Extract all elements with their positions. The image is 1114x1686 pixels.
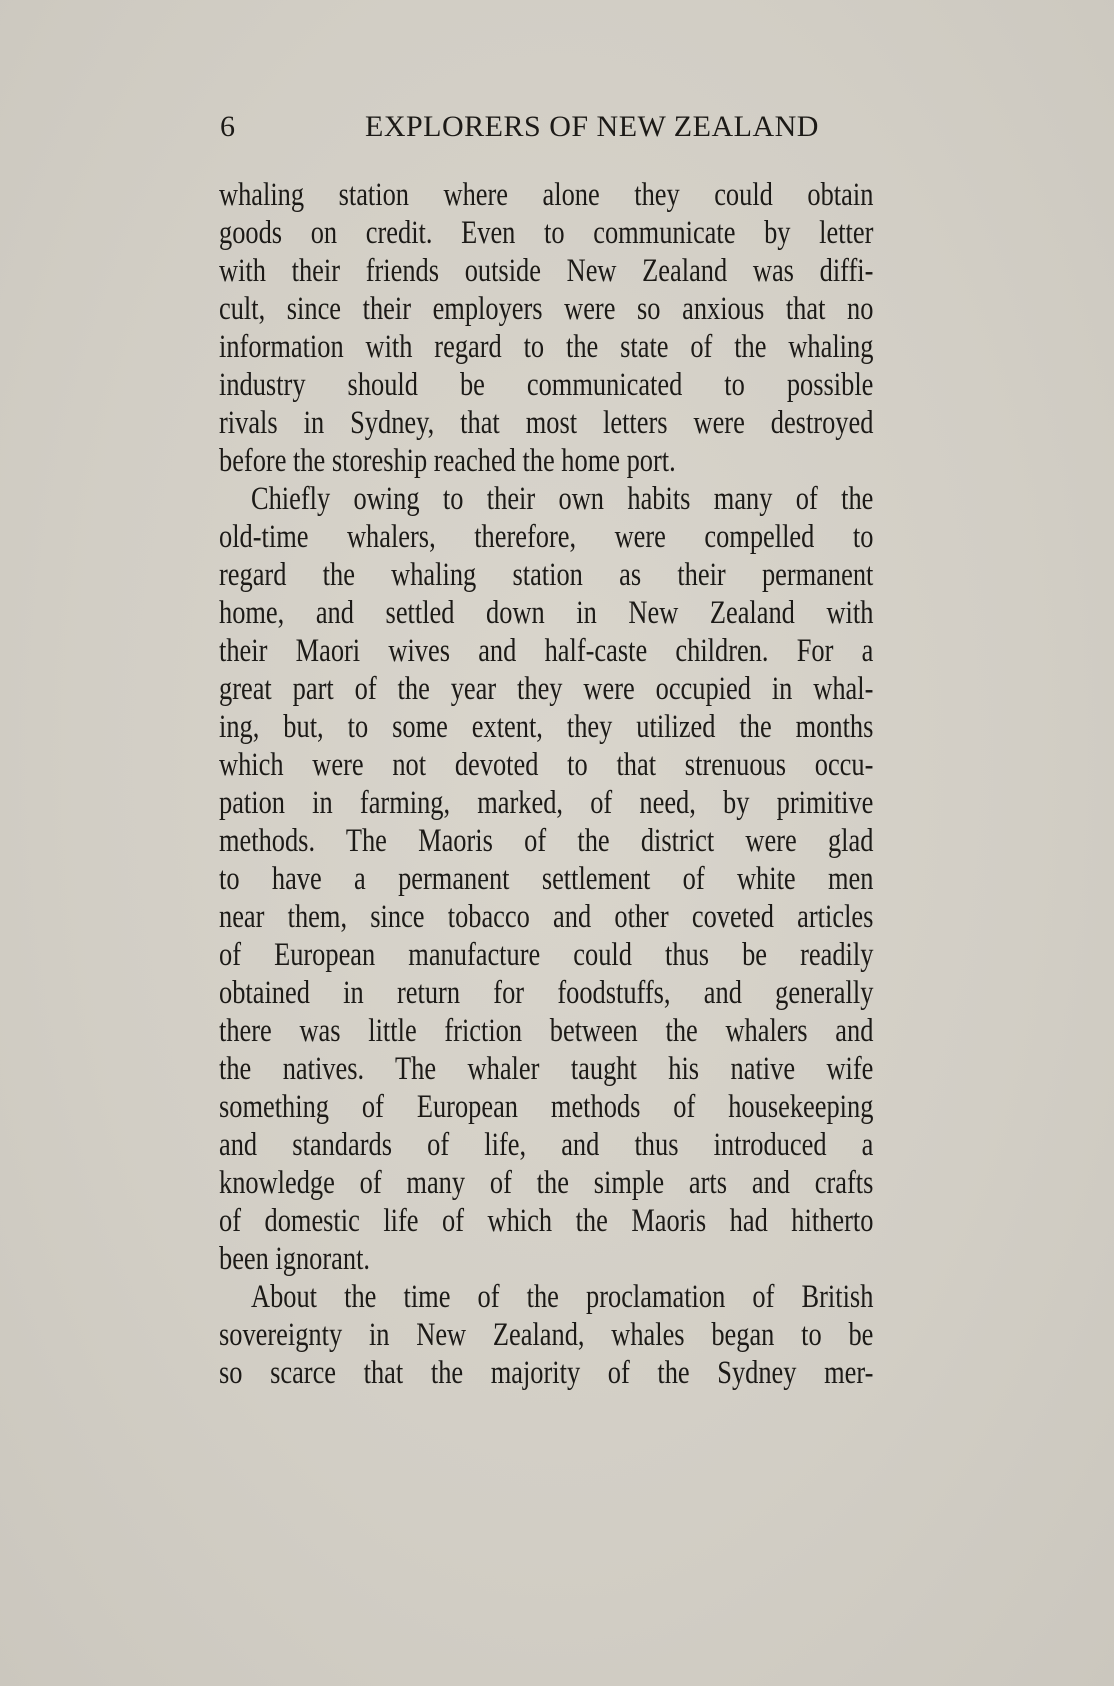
text-line: of domestic life of which the Maoris had hitherto: [219, 1203, 874, 1239]
text-line: so scarce that the majority of the Sydney mer-: [219, 1355, 874, 1391]
body-text: [219, 176, 873, 1392]
text-line: knowledge of many of the simple arts and crafts: [219, 1165, 874, 1201]
text-line: methods. The Maoris of the district were glad: [219, 823, 874, 859]
text-line: been ignorant.: [219, 1241, 371, 1277]
text-line: before the storeship reached the home port.: [219, 443, 676, 479]
text-line: obtained in return for foodstuffs, and generally: [219, 975, 874, 1011]
text-line: there was little friction between the whalers and: [219, 1013, 874, 1049]
text-line: and standards of life, and thus introduced a: [219, 1127, 874, 1163]
text-line: information with regard to the state of the whaling: [219, 329, 874, 365]
running-title: EXPLORERS OF NEW ZEALAND: [365, 110, 819, 143]
text-line: ing, but, to some extent, they utilized the months: [219, 709, 874, 745]
text-line: something of European methods of housekeeping: [219, 1089, 874, 1125]
text-line: regard the whaling station as their permanent: [219, 557, 874, 593]
text-line: the natives. The whaler taught his native wife: [219, 1051, 874, 1087]
text-line: sovereignty in New Zealand, whales began to be: [219, 1317, 874, 1353]
running-head: [220, 110, 892, 150]
page-number: 6: [220, 110, 236, 143]
text-line: great part of the year they were occupied in whal-: [219, 671, 874, 707]
text-line: of European manufacture could thus be readily: [219, 937, 874, 973]
text-line: rivals in Sydney, that most letters were destroyed: [219, 405, 874, 441]
text-line: their Maori wives and half-caste children. For a: [219, 633, 874, 669]
text-line: which were not devoted to that strenuous occu-: [219, 747, 874, 783]
text-line: About the time of the proclamation of British: [251, 1279, 874, 1315]
text-line: whaling station where alone they could obtain: [219, 177, 874, 213]
text-line: cult, since their employers were so anxious that no: [219, 291, 874, 327]
text-line: Chiefly owing to their own habits many of the: [251, 481, 874, 517]
text-line: old-time whalers, therefore, were compelled to: [219, 519, 874, 555]
text-line: goods on credit. Even to communicate by letter: [219, 215, 874, 251]
text-line: home, and settled down in New Zealand with: [219, 595, 874, 631]
text-line: to have a permanent settlement of white men: [219, 861, 874, 897]
text-line: with their friends outside New Zealand was diffi-: [219, 253, 874, 289]
text-line: industry should be communicated to possible: [219, 367, 874, 403]
text-line: pation in farming, marked, of need, by primitive: [219, 785, 874, 821]
text-line: near them, since tobacco and other coveted articles: [219, 899, 874, 935]
